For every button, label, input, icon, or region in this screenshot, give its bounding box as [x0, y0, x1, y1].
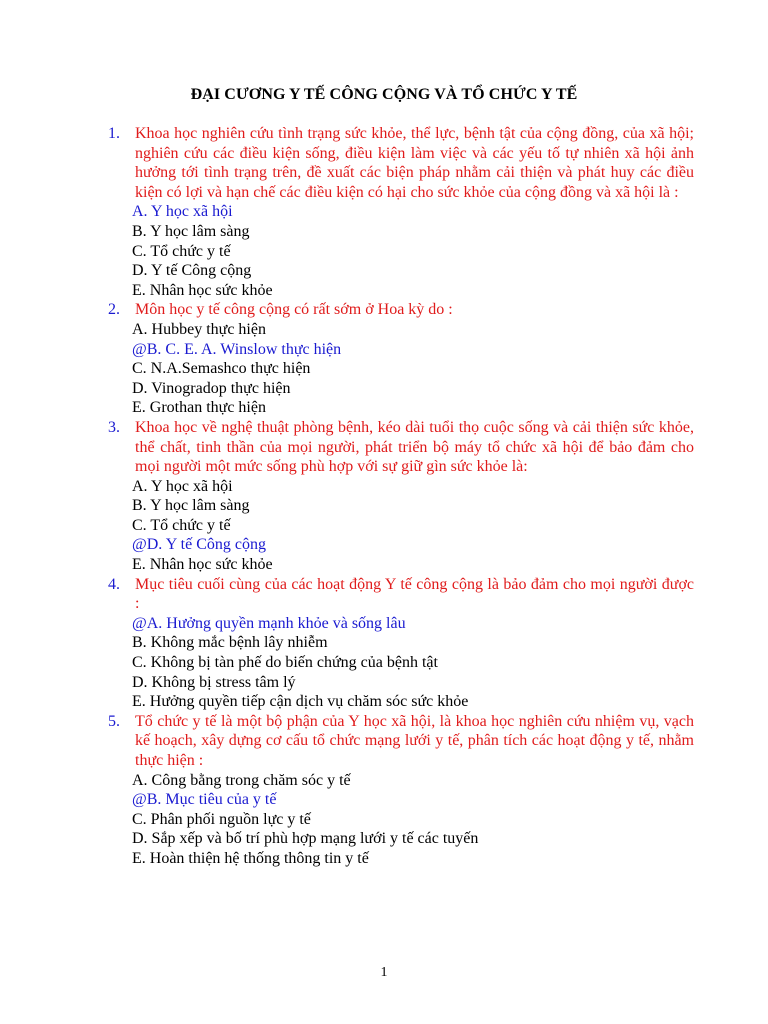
question-1: [108, 124, 694, 300]
option-e: E. Grothan thực hiện: [132, 399, 266, 417]
option-e: E. Nhân học sức khỏe: [132, 556, 273, 574]
option-b: B. Y học lâm sàng: [132, 222, 250, 240]
option-c: C. Tổ chức y tế: [132, 242, 231, 260]
page-number: 1: [380, 965, 388, 980]
option-d: D. Y tế Công cộng: [132, 262, 252, 280]
option-c: C. Không bị tàn phế do biến chứng của bệnh tật: [132, 654, 438, 672]
option-a-correct: @A. Hưởng quyền mạnh khỏe và sống lâu: [132, 614, 406, 632]
question-5: [108, 712, 694, 869]
option-c: C. Tổ chức y tế: [132, 516, 231, 534]
option-b: B. Y học lâm sàng: [132, 497, 250, 515]
option-a: A. Công bằng trong chăm sóc y tế: [132, 771, 351, 789]
option-a-correct: A. Y học xã hội: [132, 203, 233, 221]
option-e: E. Hoàn thiện hệ thống thông tin y tế: [132, 849, 369, 867]
question-2: [108, 300, 694, 418]
option-list: [132, 202, 694, 300]
option-b-correct: @B. Mục tiêu của y tế: [132, 791, 277, 809]
question-text: Khoa học về nghệ thuật phòng bệnh, kéo dài tuổi thọ cuộc sống và cải thiện sức khỏe, thể chất, tinh thần của mọi người, phát triển bộ máy tổ chức xã hội để bảo đảm cho mọi người một mức sống phù hợp với sự giữ gìn sức khỏe là:: [135, 418, 694, 476]
option-d: D. Vinogradop thực hiện: [132, 379, 291, 397]
option-a: A. Y học xã hội: [132, 477, 233, 495]
option-a: A. Hubbey thực hiện: [132, 320, 266, 338]
question-text: Mục tiêu cuối cùng của các hoạt động Y tế công cộng là bảo đảm cho mọi người được :: [135, 575, 694, 613]
option-d: D. Không bị stress tâm lý: [132, 673, 296, 691]
question-list: [108, 124, 694, 869]
option-c: C. N.A.Semashco thực hiện: [132, 360, 311, 378]
option-d: D. Sắp xếp và bố trí phù hợp mạng lưới y tế các tuyến: [132, 830, 479, 848]
question-number: 5.: [108, 712, 120, 730]
option-c: C. Phân phối nguồn lực y tế: [132, 810, 311, 828]
question-number: 2.: [108, 301, 120, 319]
question-3: [108, 418, 694, 575]
question-text: Tổ chức y tế là một bộ phận của Y học xã hội, là khoa học nghiên cứu nhiệm vụ, vạch kế hoạch, xây dựng cơ cấu tổ chức mạng lưới y tế, phân tích các hoạt động y tế, nhằm thực hiện :: [135, 712, 694, 769]
option-e: E. Hưởng quyền tiếp cận dịch vụ chăm sóc sức khỏe: [132, 693, 469, 711]
option-d-correct: @D. Y tế Công cộng: [132, 536, 266, 554]
question-text: Khoa học nghiên cứu tình trạng sức khỏe, thể lực, bệnh tật của cộng đồng, của xã hội; nghiên cứu các điều kiện sống, điều kiện làm việc và các yếu tố tự nhiên xã hội ảnh hưởng tới tình trạng trên, đề xuất các biện pháp nhằm cải thiện và phát huy các điều kiện có lợi và hạn chế các điều kiện có hại cho sức khỏe của cộng đồng và xã hội là :: [135, 125, 694, 201]
question-number: 1.: [108, 125, 120, 142]
option-list: [132, 614, 694, 712]
option-b-correct: @B. C. E. A. Winslow thực hiện: [132, 340, 342, 358]
page-title: ĐẠI CƯƠNG Y TẾ CÔNG CỘNG VÀ TỔ CHỨC Y TẾ: [190, 86, 578, 103]
question-number: 3.: [108, 418, 120, 436]
option-list: [132, 320, 694, 418]
option-list: [132, 477, 694, 575]
option-e: E. Nhân học sức khỏe: [132, 281, 273, 299]
question-text: Môn học y tế công cộng có rất sớm ở Hoa kỳ do :: [135, 301, 453, 319]
question-number: 4.: [108, 575, 120, 593]
question-4: [108, 575, 694, 712]
option-list: [132, 771, 694, 869]
option-b: B. Không mắc bệnh lây nhiễm: [132, 634, 328, 652]
